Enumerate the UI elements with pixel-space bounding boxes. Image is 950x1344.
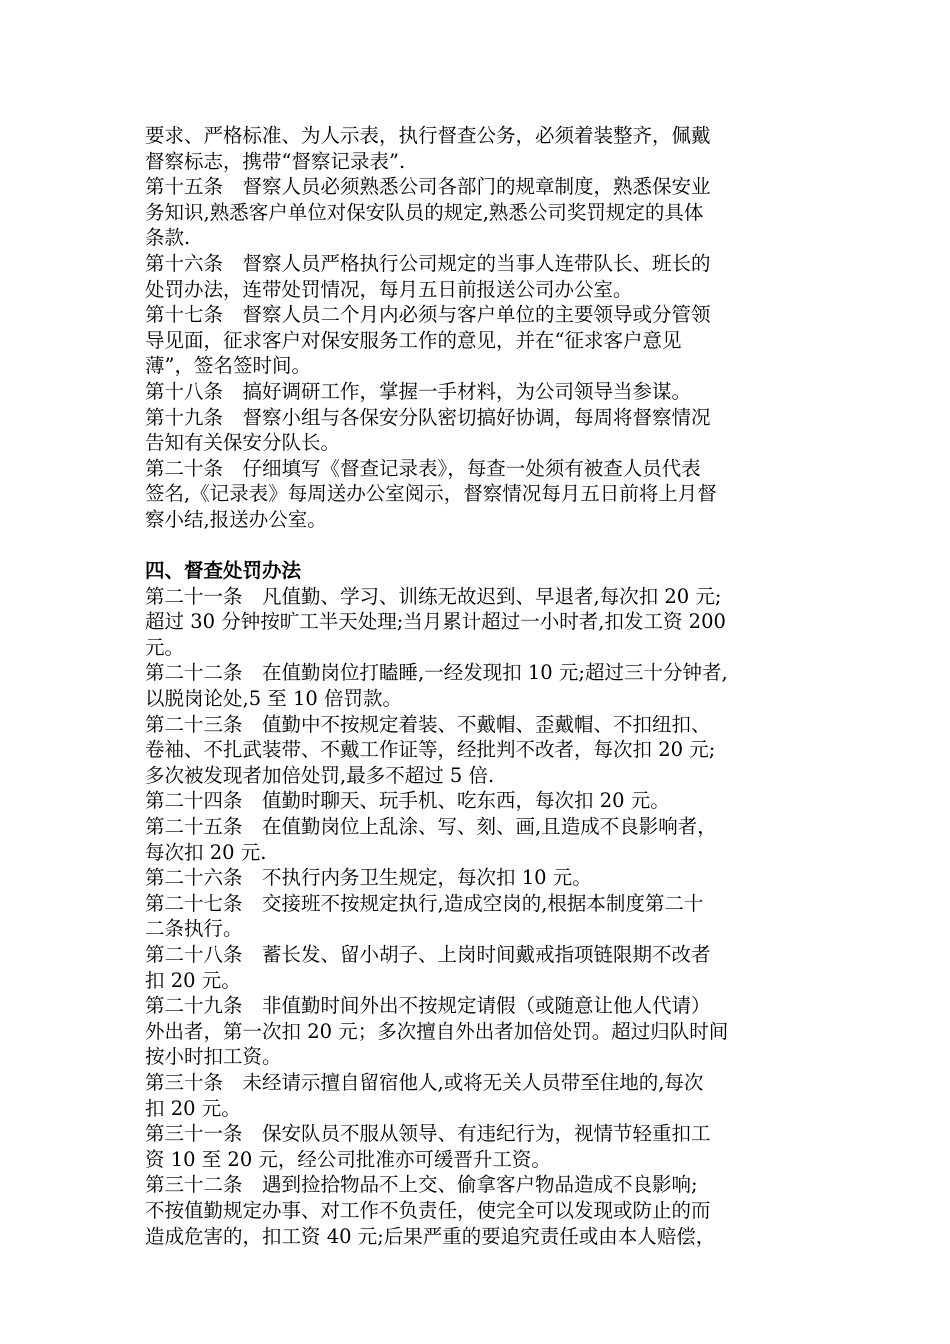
text-line: 导见面，征求客户对保安服务工作的意见，并在“征求客户意见 — [145, 328, 682, 352]
text-line: 扣 20 元。 — [145, 968, 241, 992]
text-line: 处罚办法，连带处罚情况，每月五日前报送公司办公室。 — [145, 277, 633, 301]
text-line: 第二十八条 蓄长发、留小胡子、上岗时间戴戒指项链限期不改者 — [145, 943, 711, 966]
text-line: 薄”，签名签时间。 — [145, 354, 311, 378]
text-line: 第二十二条 在值勤岗位打瞌睡,一经发现扣 10 元;超过三十分钟者, — [145, 661, 728, 685]
section-a — [145, 123, 813, 533]
text-line: 第二十四条 值勤时聊天、玩手机、吃东西，每次扣 20 元。 — [145, 789, 670, 813]
text-line: 第十九条 督察小组与各保安分队密切搞好协调，每周将督察情况 — [145, 405, 711, 429]
text-line: 扣 20 元。 — [145, 1096, 241, 1120]
text-line: 第二十条 仔细填写《督查记录表》，每查一处须有被查人员代表 — [145, 456, 701, 480]
text-line: 每次扣 20 元. — [145, 840, 267, 864]
text-line: 察小结,报送办公室。 — [145, 507, 327, 531]
text-line: 元。 — [145, 635, 185, 659]
text-line: 督察标志，携带“督察记录表”. — [145, 149, 406, 173]
text-line: 第三十一条 保安队员不服从领导、有违纪行为，视情节轻重扣工 — [145, 1122, 711, 1146]
text-line: 第三十条 未经请示擅自留宿他人,或将无关人员带至住地的,每次 — [145, 1070, 704, 1094]
text-line: 要求、严格标准、为人示表，执行督查公务，必须着装整齐，佩戴 — [145, 124, 711, 147]
text-line: 第二十一条 凡值勤、学习、训练无故迟到、早退者,每次扣 20 元; — [145, 584, 722, 608]
text-line: 签名,《记录表》每周送办公室阅示，督察情况每月五日前将上月督 — [145, 482, 717, 506]
text-line: 第十七条 督察人员二个月内必须与客户单位的主要领导或分管领 — [145, 303, 711, 327]
text-line: 第十五条 督察人员必须熟悉公司各部门的规章制度，熟悉保安业 — [145, 175, 711, 199]
text-line: 第十八条 搞好调研工作，掌握一手材料，为公司领导当参谋。 — [145, 379, 692, 403]
text-line: 超过 30 分钟按旷工半天处理;当月累计超过一小时者,扣发工资 200 — [145, 610, 726, 634]
text-line: 务知识,熟悉客户单位对保安队员的规定,熟悉公司奖罚规定的具体 — [145, 200, 704, 224]
text-line: 第二十三条 值勤中不按规定着装、不戴帽、歪戴帽、不扣纽扣、 — [145, 712, 711, 736]
section-heading: 四、督查处罚办法 — [145, 559, 302, 583]
text-line: 第三十二条 遇到捡拾物品不上交、偷拿客户物品造成不良影响; — [145, 1173, 698, 1197]
document-page — [145, 123, 813, 1249]
text-line: 第二十九条 非值勤时间外出不按规定请假（或随意让他人代请） — [145, 994, 711, 1018]
text-line: 资 10 至 20 元，经公司批准亦可缓晋升工资。 — [145, 1147, 551, 1171]
text-line: 按小时扣工资。 — [145, 1045, 282, 1069]
text-line: 外出者，第一次扣 20 元；多次擅自外出者加倍处罚。超过归队时间 — [145, 1019, 729, 1043]
text-line: 二条执行。 — [145, 917, 243, 941]
text-line: 第二十五条 在值勤岗位上乱涂、写、刻、画,且造成不良影响者， — [145, 815, 717, 839]
section-b — [145, 584, 813, 1249]
text-line: 第二十六条 不执行内务卫生规定，每次扣 10 元。 — [145, 866, 592, 890]
text-line: 告知有关保安分队长。 — [145, 431, 341, 455]
blank-line — [145, 533, 813, 559]
text-line: 第二十七条 交接班不按规定执行,造成空岗的,根据本制度第二十 — [145, 891, 704, 915]
text-line: 卷袖、不扎武装带、不戴工作证等，经批判不改者，每次扣 20 元; — [145, 738, 716, 762]
text-line: 以脱岗论处,5 至 10 倍罚款。 — [145, 687, 403, 711]
text-line: 造成危害的，扣工资 40 元;后果严重的要追究责任或由本人赔偿， — [145, 1224, 716, 1248]
text-line: 多次被发现者加倍处罚,最多不超过 5 倍. — [145, 763, 495, 787]
text-line: 第十六条 督察人员严格执行公司规定的当事人连带队长、班长的 — [145, 251, 711, 275]
text-line: 条款. — [145, 226, 191, 250]
text-line: 不按值勤规定办事、对工作不负责任，使完全可以发现或防止的而 — [145, 1198, 711, 1222]
